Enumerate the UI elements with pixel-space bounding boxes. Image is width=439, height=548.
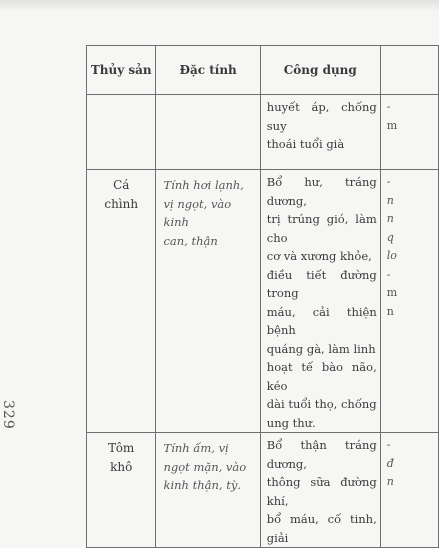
cell-name	[87, 433, 156, 548]
table-row	[87, 95, 439, 170]
uses-line: thoái tuổi già	[266, 137, 345, 151]
table-row	[87, 170, 439, 433]
cell-extra	[380, 170, 438, 433]
header-cong-dung: Công dụng	[260, 46, 380, 95]
extra-line: n	[386, 475, 394, 488]
extra-line: lo	[386, 249, 397, 262]
seafood-table	[86, 45, 439, 548]
extra-line: -	[386, 438, 391, 451]
uses-line: hoạt tế bào não, kéo	[266, 360, 377, 393]
header-cropped	[380, 46, 438, 95]
property-line: vị ngọt, vào kinh	[163, 196, 232, 229]
property-line: Tính hơi lạnh,	[163, 178, 244, 192]
uses-line: ung thư.	[266, 415, 316, 430]
uses-line: bổ máu, cố tinh, giải	[266, 512, 377, 545]
extra-line: n	[386, 212, 394, 225]
extra-line: -	[386, 175, 391, 188]
cell-uses	[260, 170, 380, 433]
property-line: ngọt mặn, vào	[163, 459, 247, 474]
name-line: khô	[110, 459, 133, 474]
extra-line: -	[386, 100, 391, 113]
uses-line: Bổ thận tráng dương,	[266, 438, 377, 471]
page-top-edge	[0, 0, 439, 12]
page-number: 329	[0, 400, 16, 430]
extra-line: -	[386, 267, 391, 281]
extra-line: n	[386, 304, 394, 318]
extra-line: m	[386, 286, 398, 299]
cell-extra	[380, 95, 438, 170]
name-line: Cá	[113, 178, 130, 192]
cell-property	[156, 170, 260, 433]
cell-uses	[260, 95, 380, 170]
cell-property	[156, 433, 260, 548]
extra-line: q	[386, 230, 394, 244]
uses-line: thông sữa đường khí,	[266, 475, 377, 508]
property-line: kinh thận, tỳ.	[163, 478, 241, 492]
cell-property	[156, 95, 260, 170]
uses-line: cơ và xương khỏe,	[266, 249, 372, 263]
extra-line: m	[386, 118, 398, 132]
uses-line: máu, cải thiện bệnh	[266, 304, 377, 337]
table-row	[87, 433, 439, 548]
property-line: Tính ấm, vị	[163, 441, 229, 455]
cell-uses	[260, 433, 380, 548]
name-line: Tôm	[108, 441, 135, 455]
header-dac-tinh: Đặc tính	[156, 46, 260, 95]
header-thuy-san: Thủy sản	[87, 46, 156, 95]
property-line: can, thận	[163, 233, 218, 248]
uses-line: Bổ hư, tráng dương,	[266, 175, 377, 208]
uses-line: điều tiết đường trong	[266, 267, 377, 300]
uses-line: trị trúng gió, làm cho	[266, 212, 377, 245]
cell-extra	[380, 433, 438, 548]
name-line: chình	[104, 196, 139, 211]
uses-line: quáng gà, làm linh	[266, 341, 376, 356]
uses-line: dài tuổi thọ, chống	[266, 397, 377, 411]
cell-name	[87, 170, 156, 433]
table-header-row	[87, 46, 439, 95]
uses-line: huyết áp, chống suy	[266, 100, 377, 133]
extra-line: đ	[386, 456, 394, 470]
extra-line: n	[386, 193, 394, 207]
cell-name	[87, 95, 156, 170]
